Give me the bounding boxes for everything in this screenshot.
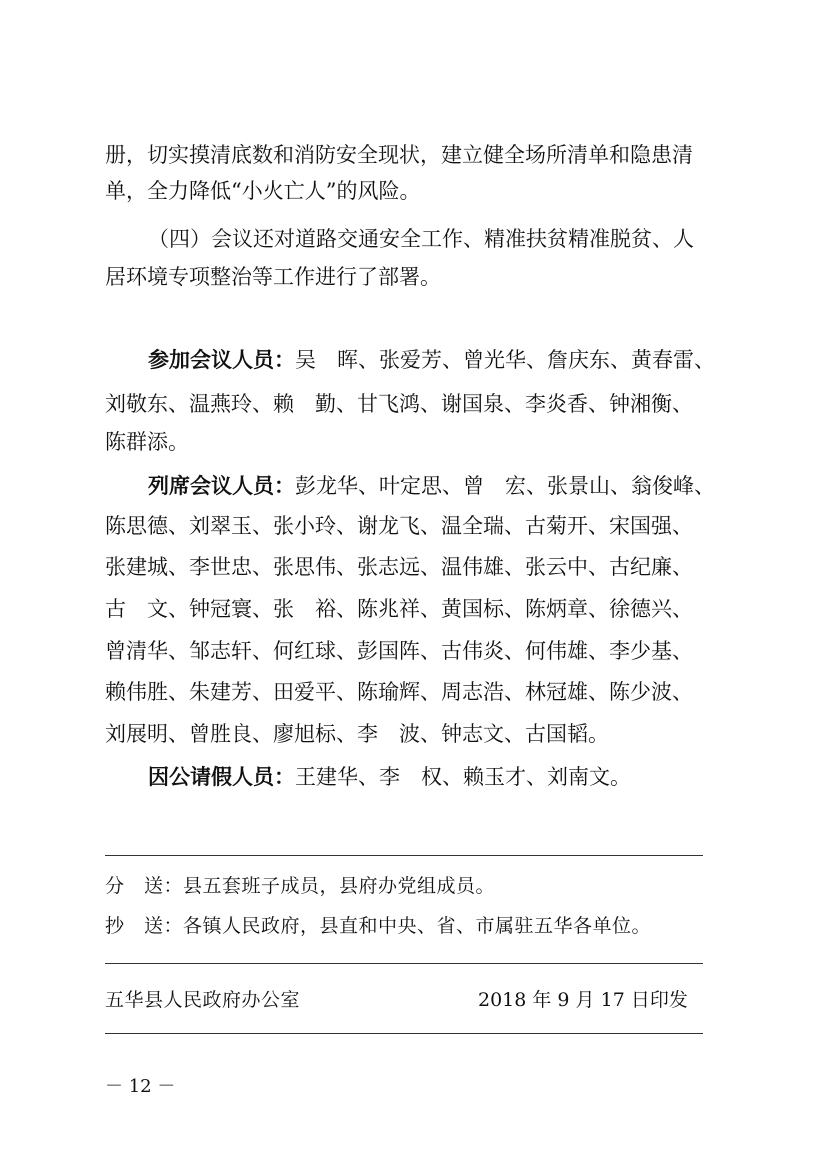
- leave-names: 王建华、李 权、赖玉才、刘南文。: [295, 765, 631, 789]
- body-line-4: 居环境专项整治等工作进行了部署。: [105, 265, 441, 289]
- observers-names-5: 曾清华、邹志轩、何红球、彭国阵、古伟炎、何伟雄、李少基、: [105, 639, 693, 663]
- body-line-1: 册，切实摸清底数和消防安全现状，建立健全场所清单和隐患清: [105, 143, 693, 167]
- observers-names-7: 刘展明、曾胜良、廖旭标、李 波、钟志文、古国韬。: [105, 722, 609, 746]
- observers-label: 列席会议人员：: [148, 473, 295, 498]
- participants-names-2: 刘敬东、温燕玲、赖 勤、甘飞鸿、谢国泉、李炎香、钟湘衡、: [105, 392, 693, 416]
- observers-names-4: 古 文、钟冠寰、张 裕、陈兆祥、黄国标、陈炳章、徐德兴、: [105, 597, 693, 621]
- observers-names-3: 张建城、李世忠、张思伟、张志远、温伟雄、张云中、古纪廉、: [105, 555, 693, 579]
- observers-names-6: 赖伟胜、朱建芳、田爱平、陈瑜辉、周志浩、林冠雄、陈少波、: [105, 680, 693, 704]
- send-text: 县五套班子成员，县府办党组成员。: [183, 875, 496, 897]
- observers-names-1: 彭龙华、叶定思、曾 宏、张景山、翁俊峰、: [295, 474, 715, 498]
- print-date: 2018 年 9 月 17 日印发: [478, 989, 688, 1011]
- divider-top: [105, 855, 703, 856]
- body-line-2: 单，全力降低“小火亡人”的风险。: [105, 179, 421, 203]
- leave-line: [148, 762, 773, 792]
- participants-label: 参加会议人员：: [148, 347, 295, 372]
- page-number: － 12 －: [105, 1076, 176, 1097]
- observers-names-2: 陈思德、刘翠玉、张小玲、谢龙飞、温全瑞、古菊开、宋国强、: [105, 514, 693, 538]
- issuer: 五华县人民政府办公室: [105, 989, 301, 1011]
- leave-label: 因公请假人员：: [148, 764, 295, 789]
- copy-line: [105, 912, 651, 940]
- participants-names-3: 陈群添。: [105, 430, 189, 454]
- observers-first-line: [148, 471, 773, 501]
- participants-names-1: 吴 晖、张爱芳、曾光华、詹庆东、黄春雷、: [295, 348, 715, 372]
- participants-first-line: [148, 345, 773, 375]
- send-line: [105, 872, 495, 900]
- divider-bottom: [105, 1033, 703, 1034]
- send-label: 分 送：: [105, 875, 184, 897]
- copy-label: 抄 送：: [105, 915, 184, 937]
- divider-middle: [105, 963, 703, 964]
- copy-text: 各镇人民政府，县直和中央、省、市属驻五华各单位。: [183, 915, 652, 937]
- body-line-3: （四）会议还对道路交通安全工作、精准扶贫精准脱贫、人: [148, 227, 694, 251]
